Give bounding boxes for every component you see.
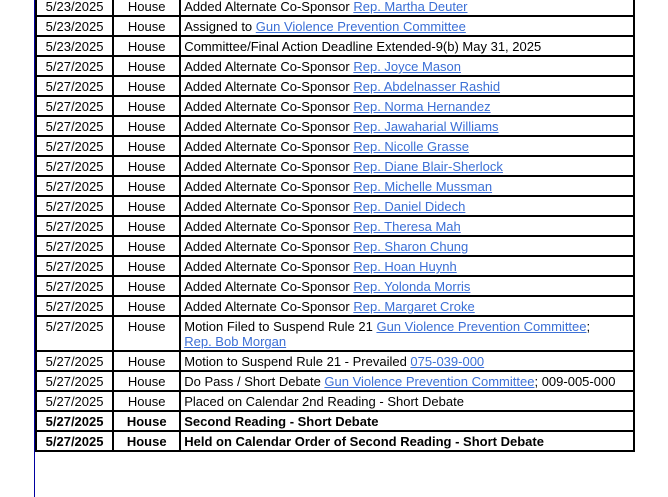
- action-date: 5/27/2025: [36, 431, 113, 451]
- action-row: [36, 136, 634, 156]
- action-description: [180, 256, 634, 276]
- action-link[interactable]: Rep. Daniel Didech: [353, 199, 466, 214]
- action-row: [36, 56, 634, 76]
- action-row: [36, 256, 634, 276]
- action-text: Motion Filed to Suspend Rule 21: [184, 319, 377, 334]
- action-date: 5/27/2025: [36, 156, 113, 176]
- action-row: [36, 276, 634, 296]
- action-description: [180, 76, 634, 96]
- action-link[interactable]: Rep. Michelle Mussman: [353, 179, 493, 194]
- action-chamber: House: [113, 156, 180, 176]
- action-row: [36, 156, 634, 176]
- action-text: Added Alternate Co-Sponsor: [184, 139, 354, 154]
- action-row: [36, 76, 634, 96]
- action-chamber: House: [113, 196, 180, 216]
- action-chamber: House: [113, 431, 180, 451]
- action-description: [180, 351, 634, 371]
- action-row: [36, 411, 634, 431]
- action-link[interactable]: Rep. Sharon Chung: [353, 239, 469, 254]
- action-link[interactable]: Gun Violence Prevention Committee: [376, 319, 587, 334]
- action-date: 5/23/2025: [36, 0, 113, 16]
- action-link[interactable]: Gun Violence Prevention Committee: [324, 374, 535, 389]
- action-date: 5/27/2025: [36, 76, 113, 96]
- action-text: Added Alternate Co-Sponsor: [184, 179, 354, 194]
- action-link[interactable]: Rep. Hoan Huynh: [353, 259, 457, 274]
- action-description: [180, 16, 634, 36]
- action-chamber: House: [113, 136, 180, 156]
- action-description: [180, 316, 634, 351]
- action-chamber: House: [113, 96, 180, 116]
- action-row: [36, 116, 634, 136]
- action-date: 5/23/2025: [36, 36, 113, 56]
- bill-actions-table: [35, 0, 635, 452]
- action-chamber: House: [113, 116, 180, 136]
- action-description: [180, 96, 634, 116]
- action-date: 5/27/2025: [36, 256, 113, 276]
- action-chamber: House: [113, 56, 180, 76]
- action-chamber: House: [113, 16, 180, 36]
- action-description: [180, 371, 634, 391]
- action-row: [36, 176, 634, 196]
- sponsor-link[interactable]: Rep. Bob Morgan: [184, 334, 287, 349]
- action-link[interactable]: Rep. Martha Deuter: [353, 0, 468, 14]
- action-chamber: House: [113, 256, 180, 276]
- action-description: [180, 156, 634, 176]
- action-date: 5/27/2025: [36, 176, 113, 196]
- action-link[interactable]: Rep. Nicolle Grasse: [353, 139, 469, 154]
- action-text: Added Alternate Co-Sponsor: [184, 299, 354, 314]
- action-date: 5/27/2025: [36, 371, 113, 391]
- action-chamber: House: [113, 391, 180, 411]
- action-description: [180, 296, 634, 316]
- action-link[interactable]: Rep. Jawaharial Williams: [353, 119, 499, 134]
- action-description: [180, 56, 634, 76]
- action-link[interactable]: Rep. Joyce Mason: [353, 59, 462, 74]
- action-description: [180, 236, 634, 256]
- action-date: 5/27/2025: [36, 116, 113, 136]
- action-text: Assigned to: [184, 19, 256, 34]
- action-suffix: ;: [586, 319, 591, 334]
- action-text: Added Alternate Co-Sponsor: [184, 199, 354, 214]
- action-chamber: House: [113, 76, 180, 96]
- action-date: 5/27/2025: [36, 216, 113, 236]
- action-text: Added Alternate Co-Sponsor: [184, 79, 354, 94]
- action-text: Added Alternate Co-Sponsor: [184, 59, 354, 74]
- action-chamber: House: [113, 216, 180, 236]
- action-text: Held on Calendar Order of Second Reading - Short Debate: [184, 434, 544, 449]
- action-date: 5/27/2025: [36, 316, 113, 351]
- action-row: [36, 391, 634, 411]
- action-chamber: House: [113, 276, 180, 296]
- action-row: [36, 196, 634, 216]
- action-link[interactable]: Rep. Theresa Mah: [353, 219, 461, 234]
- action-row: [36, 96, 634, 116]
- action-row: [36, 216, 634, 236]
- action-text: Do Pass / Short Debate: [184, 374, 325, 389]
- action-row: [36, 236, 634, 256]
- action-description: [180, 431, 634, 451]
- action-row: [36, 0, 634, 16]
- action-date: 5/27/2025: [36, 391, 113, 411]
- action-row: [36, 16, 634, 36]
- action-date: 5/27/2025: [36, 411, 113, 431]
- action-chamber: House: [113, 371, 180, 391]
- action-chamber: House: [113, 0, 180, 16]
- action-description: [180, 411, 634, 431]
- action-description: [180, 116, 634, 136]
- action-row: [36, 371, 634, 391]
- action-link[interactable]: 075-039-000: [410, 354, 485, 369]
- action-chamber: House: [113, 36, 180, 56]
- action-date: 5/23/2025: [36, 16, 113, 36]
- action-row: [36, 36, 634, 56]
- action-description: [180, 391, 634, 411]
- action-link[interactable]: Rep. Norma Hernandez: [353, 99, 491, 114]
- action-description: [180, 196, 634, 216]
- action-chamber: House: [113, 411, 180, 431]
- action-text: Added Alternate Co-Sponsor: [184, 0, 354, 14]
- action-link[interactable]: Rep. Margaret Croke: [353, 299, 475, 314]
- action-date: 5/27/2025: [36, 236, 113, 256]
- action-chamber: House: [113, 351, 180, 371]
- action-link[interactable]: Rep. Yolonda Morris: [353, 279, 471, 294]
- action-chamber: House: [113, 296, 180, 316]
- action-link[interactable]: Gun Violence Prevention Committee: [255, 19, 466, 34]
- action-row: [36, 431, 634, 451]
- action-description: [180, 176, 634, 196]
- action-text: Added Alternate Co-Sponsor: [184, 159, 354, 174]
- action-text: Committee/Final Action Deadline Extended-9(b) May 31, 2025: [184, 39, 542, 54]
- action-date: 5/27/2025: [36, 296, 113, 316]
- action-description: [180, 136, 634, 156]
- action-link[interactable]: Rep. Abdelnasser Rashid: [353, 79, 501, 94]
- action-text: Added Alternate Co-Sponsor: [184, 259, 354, 274]
- action-text: Added Alternate Co-Sponsor: [184, 119, 354, 134]
- action-text: Added Alternate Co-Sponsor: [184, 239, 354, 254]
- action-date: 5/27/2025: [36, 136, 113, 156]
- action-text: Second Reading - Short Debate: [184, 414, 379, 429]
- action-text: Added Alternate Co-Sponsor: [184, 99, 354, 114]
- action-text: Added Alternate Co-Sponsor: [184, 279, 354, 294]
- action-date: 5/27/2025: [36, 196, 113, 216]
- action-date: 5/27/2025: [36, 96, 113, 116]
- action-chamber: House: [113, 316, 180, 351]
- action-suffix: ; 009-005-000: [534, 374, 616, 389]
- action-chamber: House: [113, 176, 180, 196]
- action-description: [180, 276, 634, 296]
- action-chamber: House: [113, 236, 180, 256]
- action-text: Motion to Suspend Rule 21 - Prevailed: [184, 354, 411, 369]
- action-row: [36, 316, 634, 351]
- action-description: [180, 216, 634, 236]
- action-row: [36, 296, 634, 316]
- bill-actions-body: [36, 0, 634, 451]
- action-date: 5/27/2025: [36, 351, 113, 371]
- action-description: [180, 36, 634, 56]
- action-text: Added Alternate Co-Sponsor: [184, 219, 354, 234]
- action-description: [180, 0, 634, 16]
- action-row: [36, 351, 634, 371]
- action-date: 5/27/2025: [36, 56, 113, 76]
- action-text: Placed on Calendar 2nd Reading - Short Debate: [184, 394, 464, 409]
- action-date: 5/27/2025: [36, 276, 113, 296]
- action-link[interactable]: Rep. Diane Blair-Sherlock: [353, 159, 503, 174]
